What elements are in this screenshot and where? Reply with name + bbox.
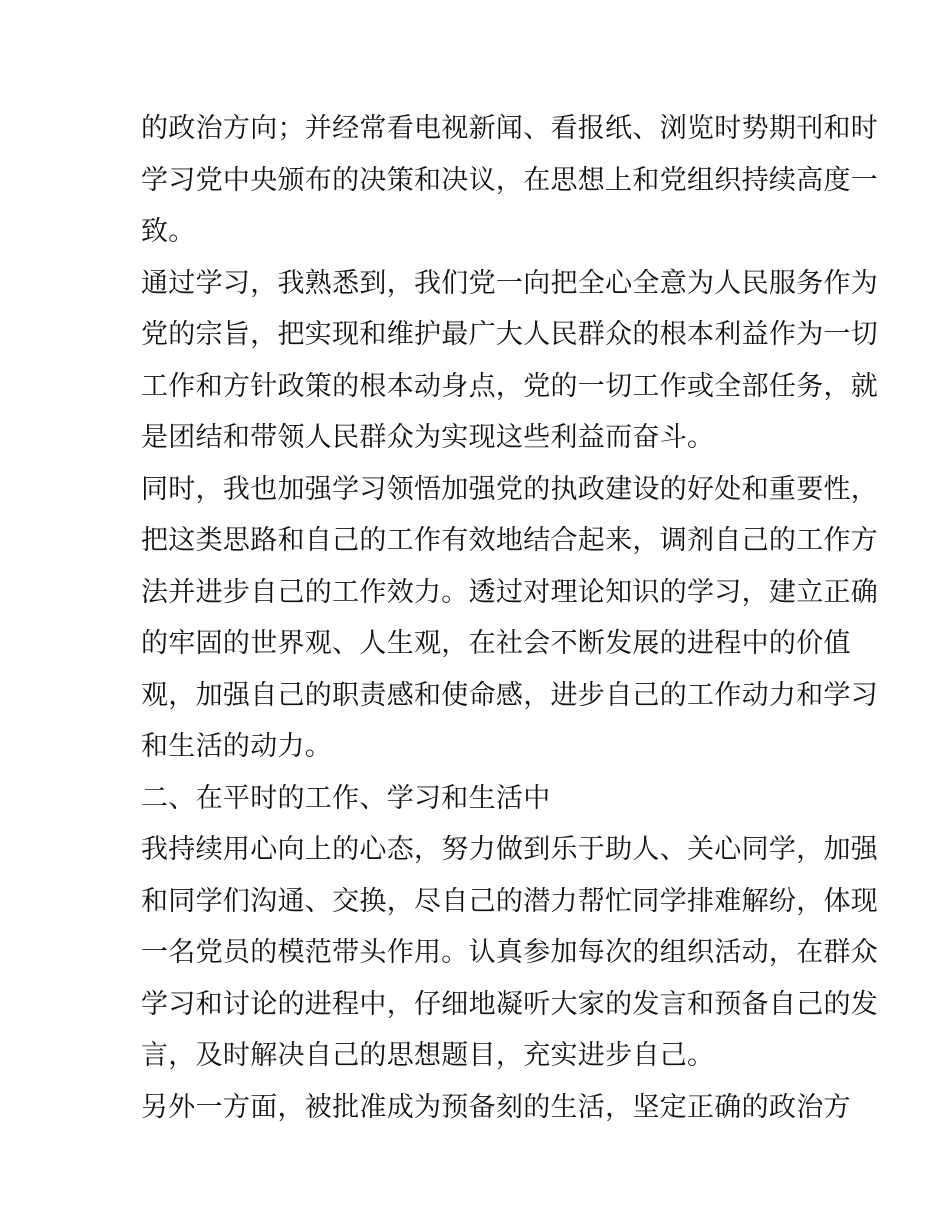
text-line: 另外一方面，被批准成为预备刻的生活，坚定正确的政治方 bbox=[141, 1091, 851, 1123]
text-line: 法并进步自己的工作效力。透过对理论知识的学习，建立正确 bbox=[141, 576, 879, 608]
text-line: 把这类思路和自己的工作有效地结合起来，调剂自己的工作方 bbox=[141, 525, 879, 556]
document-body bbox=[141, 103, 879, 1133]
text-line: 工作和方针政策的根本动身点，党的一切工作或全部任务，就 bbox=[141, 370, 879, 402]
text-line: 一名党员的模范带头作用。认真参加每次的组织活动，在群众 bbox=[141, 937, 879, 968]
text-line: 和生活的动力。 bbox=[141, 731, 333, 762]
text-line: 同时，我也加强学习领悟加强党的执政建设的好处和重要性， bbox=[141, 473, 879, 505]
text-line: 是团结和带领人民群众为实现这些利益而奋斗。 bbox=[141, 422, 715, 453]
text-line: 观，加强自己的职责感和使命感，进步自己的工作动力和学习 bbox=[141, 679, 879, 711]
text-line: 致。 bbox=[141, 216, 196, 247]
text-line: 言，及时解决自己的思想题目，充实进步自己。 bbox=[141, 1040, 715, 1071]
text-line: 党的宗旨，把实现和维护最广大人民群众的根本利益作为一切 bbox=[141, 319, 879, 350]
text-line: 我持续用心向上的心态，努力做到乐于助人、关心同学，加强 bbox=[141, 834, 879, 865]
text-line: 的政治方向；并经常看电视新闻、看报纸、浏览时势期刊和时 bbox=[141, 113, 879, 144]
text-line: 的牢固的世界观、人生观，在社会不断发展的进程中的价值 bbox=[141, 628, 851, 659]
text-line: 学习和讨论的进程中，仔细地凝听大家的发言和预备自己的发 bbox=[141, 988, 879, 1020]
text-line: 学习党中央颁布的决策和决议，在思想上和党组织持续高度一 bbox=[141, 164, 879, 196]
text-line: 通过学习，我熟悉到，我们党一向把全心全意为人民服务作为 bbox=[141, 267, 879, 299]
text-line: 和同学们沟通、交换，尽自己的潜力帮忙同学排难解纷，体现 bbox=[141, 885, 879, 917]
section-heading: 二、在平时的工作、学习和生活中 bbox=[141, 782, 551, 814]
